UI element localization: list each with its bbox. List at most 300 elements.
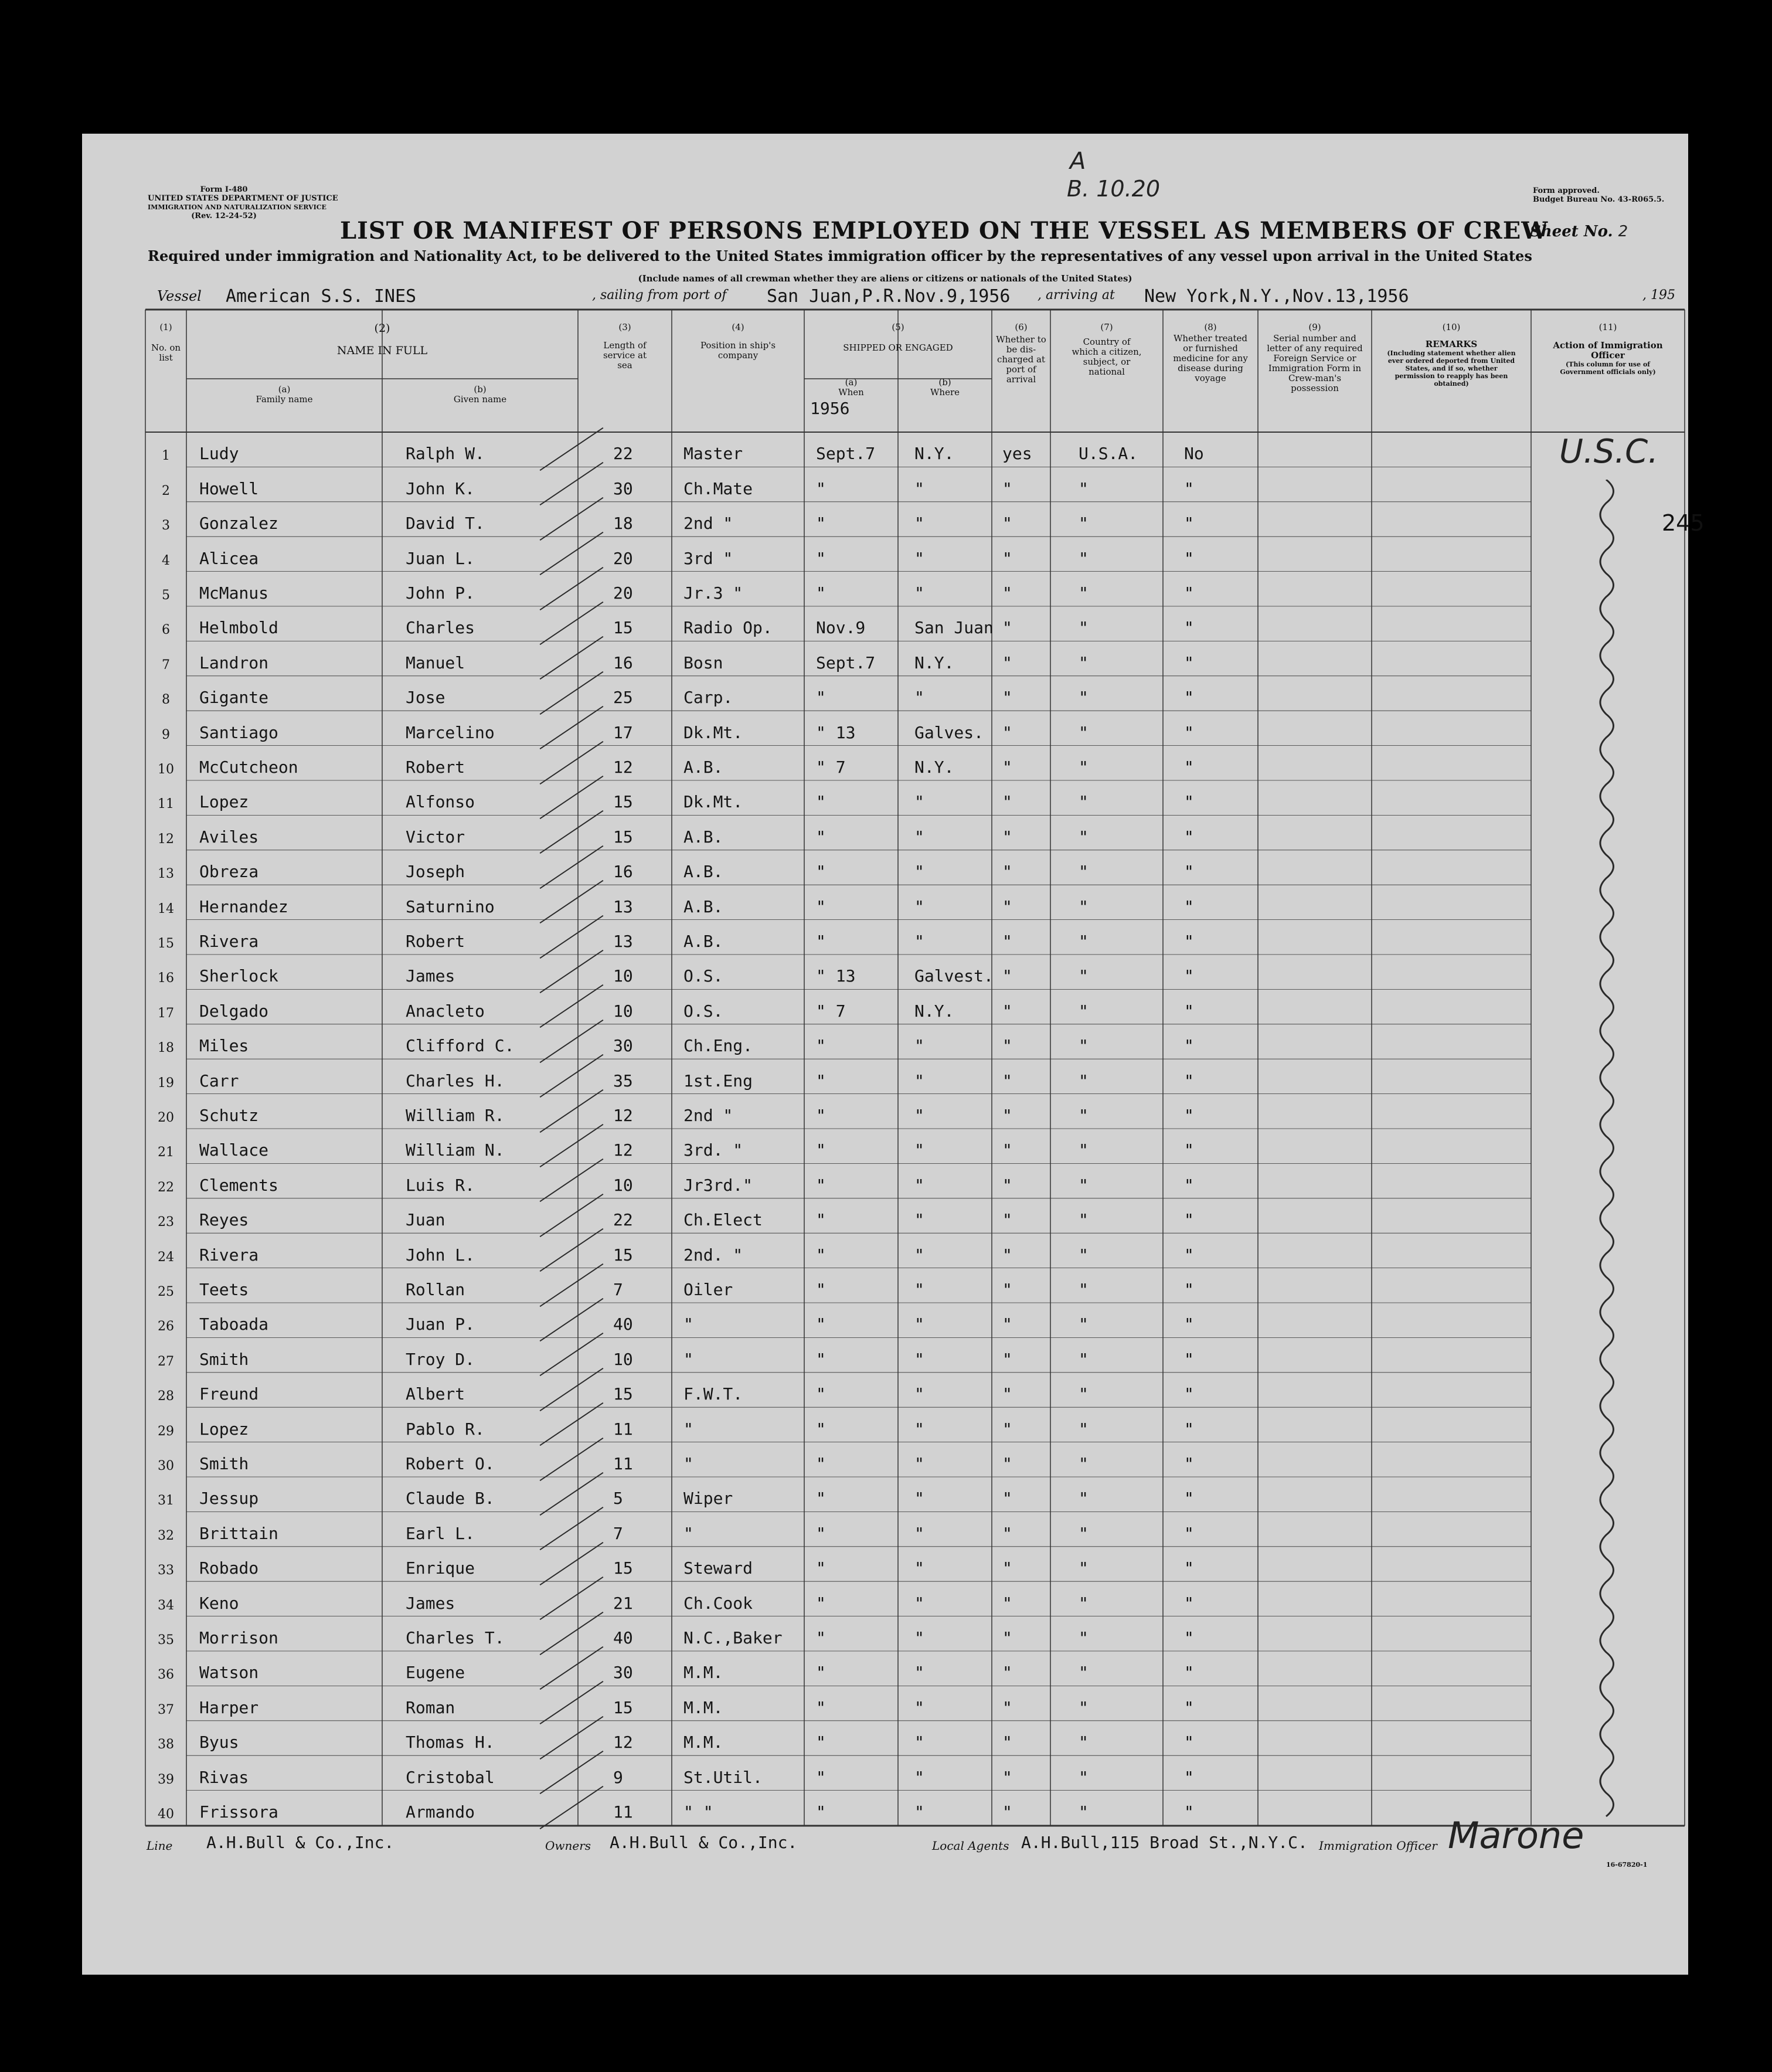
cell-position: St.Util. (683, 1767, 763, 1787)
col-4-title: Position in ship's company (700, 340, 776, 361)
cell-service: 12 (613, 1105, 633, 1125)
cell-family: Helmbold (199, 618, 278, 638)
cell-service: 30 (613, 1663, 633, 1683)
check-mark (540, 1020, 604, 1063)
col-4-number: (4) (732, 322, 744, 332)
cell-discharged: " (1002, 1523, 1012, 1543)
cell-given: Roman (406, 1697, 455, 1717)
cell-medicine: " (1184, 1314, 1194, 1334)
cell-service: 18 (613, 514, 633, 534)
cell-no: 29 (158, 1424, 174, 1439)
cell-service: 5 (613, 1489, 623, 1509)
check-mark (540, 1402, 604, 1446)
cell-when: " (816, 896, 826, 916)
cell-position: Carp. (683, 688, 733, 708)
cell-discharged: " (1002, 931, 1012, 951)
cell-discharged: " (1002, 1140, 1012, 1160)
cell-position: " " (683, 1802, 713, 1822)
cell-no: 10 (158, 762, 174, 777)
check-mark (540, 741, 604, 784)
cell-discharged: " (1002, 618, 1012, 638)
cell-where: " (914, 931, 924, 951)
cell-service: 10 (613, 966, 633, 986)
cell-country: " (1079, 1349, 1089, 1369)
col-9-header (1258, 322, 1372, 393)
col-2-title: NAME IN FULL (336, 344, 428, 357)
cell-given: Robert (406, 931, 465, 951)
cell-medicine: " (1184, 1697, 1194, 1717)
cell-service: 40 (613, 1628, 633, 1648)
col-3-header (578, 322, 672, 371)
cell-discharged: " (1002, 1593, 1012, 1613)
sailing-label: , sailing from port of (592, 288, 727, 303)
cell-discharged: " (1002, 1489, 1012, 1509)
check-mark (540, 462, 604, 505)
cell-position: " (683, 1419, 693, 1439)
cell-given: Charles (406, 618, 475, 638)
cell-discharged: " (1002, 1384, 1012, 1404)
cell-no: 2 (162, 483, 170, 498)
cell-no: 25 (158, 1284, 174, 1299)
cell-position: A.B. (683, 931, 723, 951)
cell-where: " (914, 1384, 924, 1404)
cell-given: Manuel (406, 653, 465, 672)
cell-when: Sept.7 (816, 444, 876, 464)
col-7-number: (7) (1100, 322, 1113, 332)
cell-service: 11 (613, 1419, 633, 1439)
service: IMMIGRATION AND NATURALIZATION SERVICE (148, 203, 326, 211)
cell-service: 12 (613, 757, 633, 777)
cell-position: Ch.Elect (683, 1210, 763, 1230)
sheet-label: Sheet No. (1530, 223, 1613, 240)
cell-no: 27 (158, 1354, 174, 1369)
cell-family: Rivera (199, 931, 259, 951)
cell-no: 37 (158, 1702, 174, 1717)
cell-service: 13 (613, 931, 633, 951)
col-5a-header (804, 378, 898, 398)
cell-when: " (816, 1036, 826, 1056)
cell-where: " (914, 1210, 924, 1230)
agents-label: Local Agents (932, 1839, 1009, 1853)
cell-where: " (914, 1523, 924, 1543)
cell-service: 15 (613, 1384, 633, 1404)
check-mark (540, 1507, 604, 1550)
cell-when: " (816, 1802, 826, 1822)
cell-given: Claude B. (406, 1489, 495, 1509)
cell-no: 17 (158, 1006, 174, 1021)
cell-no: 5 (162, 587, 170, 603)
cell-medicine: " (1184, 1071, 1194, 1091)
check-mark (540, 1646, 604, 1690)
cell-country: " (1079, 583, 1089, 603)
cell-where: " (914, 1453, 924, 1473)
cell-family: Robado (199, 1558, 259, 1578)
cell-when: " (816, 514, 826, 534)
cell-where: " (914, 1663, 924, 1683)
cell-where: " (914, 1245, 924, 1265)
cell-family: Byus (199, 1733, 239, 1752)
cell-position: O.S. (683, 966, 723, 986)
check-mark (540, 1089, 604, 1132)
check-mark (540, 1611, 604, 1655)
cell-country: " (1079, 478, 1089, 498)
col-2b-title: Given name (453, 394, 507, 405)
cell-country: " (1079, 1663, 1089, 1683)
cell-medicine: " (1184, 1140, 1194, 1160)
cell-no: 26 (158, 1319, 174, 1334)
cell-position: 3rd. " (683, 1140, 743, 1160)
cell-country: " (1079, 1453, 1089, 1473)
cell-given: Thomas H. (406, 1733, 495, 1752)
cell-given: Alfonso (406, 792, 475, 812)
cell-country: " (1079, 1175, 1089, 1195)
cell-where: " (914, 1628, 924, 1648)
cell-medicine: " (1184, 478, 1194, 498)
cell-family: Lopez (199, 792, 249, 812)
cell-where: Galvest. (914, 966, 994, 986)
cell-family: Morrison (199, 1628, 278, 1648)
cell-service: 16 (613, 653, 633, 672)
cell-no: 31 (158, 1493, 174, 1509)
check-mark (540, 1263, 604, 1306)
cell-no: 32 (158, 1528, 174, 1543)
line-label: Line (147, 1839, 173, 1853)
cell-given: Eugene (406, 1663, 465, 1683)
cell-when: " (816, 1175, 826, 1195)
cell-discharged: " (1002, 862, 1012, 882)
cell-no: 22 (158, 1180, 174, 1195)
cell-position: " (683, 1453, 693, 1473)
cell-no: 23 (158, 1215, 174, 1230)
cell-medicine: " (1184, 548, 1194, 568)
owners-value: A.H.Bull & Co.,Inc. (610, 1833, 798, 1852)
cell-country: " (1079, 1245, 1089, 1265)
cell-no: 36 (158, 1667, 174, 1683)
check-mark (540, 1542, 604, 1585)
cell-medicine: " (1184, 896, 1194, 916)
subtitle-note: (Include names of all crewman whether they are aliens or citizens or nationals of the United States) (638, 273, 1132, 284)
cell-where: " (914, 1036, 924, 1056)
cell-given: Enrique (406, 1558, 475, 1578)
cell-position: Jr3rd." (683, 1175, 753, 1195)
cell-country: " (1079, 1105, 1089, 1125)
cell-medicine: " (1184, 1489, 1194, 1509)
cell-discharged: " (1002, 1558, 1012, 1578)
cell-no: 12 (158, 831, 174, 847)
cell-when: " (816, 1210, 826, 1230)
cell-where: " (914, 1697, 924, 1717)
cell-service: 12 (613, 1733, 633, 1752)
cell-service: 15 (613, 1697, 633, 1717)
cell-medicine: " (1184, 618, 1194, 638)
check-mark (540, 880, 604, 923)
cell-position: Ch.Eng. (683, 1036, 753, 1056)
cell-where: " (914, 548, 924, 568)
cell-where: " (914, 1071, 924, 1091)
cell-when: " (816, 1523, 826, 1543)
check-mark (540, 1298, 604, 1341)
col-8-header (1163, 322, 1258, 383)
cell-position: Steward (683, 1558, 753, 1578)
cell-service: 21 (613, 1593, 633, 1613)
annotation-b: B. 10.20 (1067, 176, 1161, 202)
cell-service: 7 (613, 1279, 623, 1299)
cell-family: Brittain (199, 1523, 278, 1543)
cell-country: " (1079, 792, 1089, 812)
col-5b-title: Where (930, 387, 960, 398)
col-2a-header (186, 385, 382, 405)
cell-when: " 7 (816, 757, 846, 777)
cell-discharged: " (1002, 1767, 1012, 1787)
cell-service: 25 (613, 688, 633, 708)
cell-given: John L. (406, 1245, 475, 1265)
col-2b-letter: (b) (474, 384, 487, 395)
vessel-label: Vessel (157, 288, 202, 304)
cell-when: " (816, 931, 826, 951)
cell-family: Delgado (199, 1001, 269, 1021)
subtitle: Required under immigration and Nationality Act, to be delivered to the United States immigration officer by the representatives of any vessel upon arrival in the United States (148, 247, 1532, 264)
cell-discharged: " (1002, 1105, 1012, 1125)
cell-medicine: " (1184, 1453, 1194, 1473)
cell-discharged: " (1002, 757, 1012, 777)
cell-country: " (1079, 1558, 1089, 1578)
check-mark (540, 950, 604, 993)
cell-family: Smith (199, 1453, 249, 1473)
cell-family: Alicea (199, 548, 259, 568)
check-mark (540, 776, 604, 819)
cell-when: " (816, 1558, 826, 1578)
cell-when: " (816, 583, 826, 603)
col-10-number: (10) (1442, 322, 1461, 332)
cell-service: 7 (613, 1523, 623, 1543)
print-code: 16-67820-1 (1606, 1861, 1648, 1869)
cell-family: McManus (199, 583, 269, 603)
cell-no: 21 (158, 1145, 174, 1160)
check-mark (540, 1437, 604, 1480)
page-title: LIST OR MANIFEST OF PERSONS EMPLOYED ON THE VESSEL AS MEMBERS OF CREW (340, 217, 1549, 244)
cell-when: " (816, 1245, 826, 1265)
cell-when: " (816, 1733, 826, 1752)
cell-service: 11 (613, 1453, 633, 1473)
col-6-number: (6) (1015, 322, 1028, 332)
cell-family: Frissora (199, 1802, 278, 1822)
cell-medicine: " (1184, 1245, 1194, 1265)
cell-given: James (406, 1593, 455, 1613)
cell-service: 12 (613, 1140, 633, 1160)
cell-given: Victor (406, 827, 465, 847)
cell-family: Taboada (199, 1314, 269, 1334)
cell-country: " (1079, 1733, 1089, 1752)
col-2a-letter: (a) (278, 384, 291, 395)
cell-medicine: " (1184, 1419, 1194, 1439)
check-mark (540, 706, 604, 749)
col-6-header (992, 322, 1050, 385)
cell-country: " (1079, 688, 1089, 708)
cell-medicine: No (1184, 444, 1204, 464)
cell-position: Ch.Cook (683, 1593, 753, 1613)
cell-given: Saturnino (406, 896, 495, 916)
sheet-value: 2 (1618, 223, 1628, 240)
col-5b-header (898, 378, 992, 398)
cell-family: Obreza (199, 862, 259, 882)
cell-given: Clifford C. (406, 1036, 515, 1056)
check-mark (540, 636, 604, 680)
check-mark (540, 915, 604, 958)
cell-no: 20 (158, 1110, 174, 1125)
cell-family: Rivas (199, 1767, 249, 1787)
cell-when: " (816, 1349, 826, 1369)
cell-medicine: " (1184, 1802, 1194, 1822)
ditto-squiggle (1594, 480, 1630, 1828)
cell-service: 11 (613, 1802, 633, 1822)
approved-text: Form approved. (1533, 186, 1600, 195)
col-1-number: (1) (159, 322, 172, 332)
col-10-title: REMARKS (1425, 339, 1478, 349)
cell-no: 34 (158, 1598, 174, 1613)
cell-position: Oiler (683, 1279, 733, 1299)
cell-given: John P. (406, 583, 475, 603)
cell-where: N.Y. (914, 757, 954, 777)
check-mark (540, 1577, 604, 1620)
cell-medicine: " (1184, 862, 1194, 882)
cell-medicine: " (1184, 1349, 1194, 1369)
cell-when: " (816, 478, 826, 498)
cell-country: " (1079, 1802, 1089, 1822)
check-mark (540, 602, 604, 645)
cell-position: 2nd " (683, 1105, 733, 1125)
cell-country: U.S.A. (1079, 444, 1138, 464)
cell-where: " (914, 1593, 924, 1613)
cell-family: Gonzalez (199, 514, 278, 534)
cell-given: Juan P. (406, 1314, 475, 1334)
cell-service: 13 (613, 896, 633, 916)
cell-given: Marcelino (406, 722, 495, 742)
cell-medicine: " (1184, 1628, 1194, 1648)
cell-discharged: " (1002, 1349, 1012, 1369)
cell-country: " (1079, 1210, 1089, 1230)
margin-number: 245 (1662, 510, 1705, 536)
col-3-title: Length of service at sea (603, 340, 647, 371)
cell-discharged: " (1002, 1733, 1012, 1752)
cell-no: 7 (162, 657, 170, 672)
col-5a-letter: (a) (845, 377, 858, 388)
cell-no: 16 (158, 971, 174, 986)
col-11-header (1531, 322, 1685, 376)
cell-country: " (1079, 1593, 1089, 1613)
cell-medicine: " (1184, 1279, 1194, 1299)
cell-where: " (914, 792, 924, 812)
col-1-header (145, 322, 186, 363)
cell-position: 2nd. " (683, 1245, 743, 1265)
cell-when: " (816, 688, 826, 708)
cell-where: " (914, 688, 924, 708)
cell-discharged: " (1002, 1697, 1012, 1717)
cell-where: " (914, 1419, 924, 1439)
cell-family: Ludy (199, 444, 239, 464)
col-3-number: (3) (618, 322, 631, 332)
cell-where: " (914, 1349, 924, 1369)
cell-given: William N. (406, 1140, 505, 1160)
cell-when: " (816, 1384, 826, 1404)
revision: (Rev. 12-24-52) (191, 212, 257, 220)
cell-where: Galves. (914, 722, 984, 742)
col-5-title: SHIPPED OR ENGAGED (843, 342, 953, 353)
check-marks (82, 432, 1688, 1825)
cell-country: " (1079, 1314, 1089, 1334)
cell-no: 30 (158, 1458, 174, 1473)
cell-service: 10 (613, 1175, 633, 1195)
cell-when: " (816, 1071, 826, 1091)
cell-where: " (914, 1802, 924, 1822)
cell-medicine: " (1184, 1210, 1194, 1230)
cell-given: Anacleto (406, 1001, 485, 1021)
cell-discharged: " (1002, 583, 1012, 603)
cell-position: M.M. (683, 1733, 723, 1752)
cell-family: Reyes (199, 1210, 249, 1230)
cell-family: Hernandez (199, 896, 288, 916)
cell-where: " (914, 1733, 924, 1752)
cell-no: 19 (158, 1075, 174, 1091)
cell-country: " (1079, 1523, 1089, 1543)
cell-no: 1 (162, 449, 170, 464)
cell-given: Earl L. (406, 1523, 475, 1543)
cell-discharged: " (1002, 792, 1012, 812)
agents-value: A.H.Bull,115 Broad St.,N.Y.C. (1021, 1833, 1308, 1852)
cell-discharged: " (1002, 688, 1012, 708)
cell-when: " (816, 1767, 826, 1787)
cell-when: " (816, 1140, 826, 1160)
col-4-header (672, 322, 804, 361)
cell-country: " (1079, 514, 1089, 534)
col-2-header (186, 322, 578, 356)
cell-where: " (914, 514, 924, 534)
owners-label: Owners (545, 1839, 591, 1853)
cell-position: Master (683, 444, 743, 464)
check-mark (540, 1124, 604, 1167)
cell-given: Troy D. (406, 1349, 475, 1369)
cell-medicine: " (1184, 931, 1194, 951)
check-mark (540, 532, 604, 575)
vessel-name: American S.S. INES (226, 286, 417, 307)
cell-service: 30 (613, 1036, 633, 1056)
cell-service: 10 (613, 1349, 633, 1369)
cell-when: " 13 (816, 722, 856, 742)
cell-when: " 7 (816, 1001, 846, 1021)
cell-where: " (914, 1489, 924, 1509)
cell-position: " (683, 1523, 693, 1543)
cell-position: M.M. (683, 1697, 723, 1717)
cell-where: N.Y. (914, 1001, 954, 1021)
cell-where: San Juan (914, 618, 994, 638)
check-mark (540, 1785, 604, 1829)
cell-service: 15 (613, 618, 633, 638)
cell-when: " (816, 1628, 826, 1648)
cell-discharged: " (1002, 1175, 1012, 1195)
cell-discharged: " (1002, 722, 1012, 742)
cell-where: " (914, 1558, 924, 1578)
cell-country: " (1079, 862, 1089, 882)
cell-position: Jr.3 " (683, 583, 743, 603)
cell-family: Teets (199, 1279, 249, 1299)
cell-family: Freund (199, 1384, 259, 1404)
line-value: A.H.Bull & Co.,Inc. (206, 1833, 394, 1852)
cell-medicine: " (1184, 1593, 1194, 1613)
cell-no: 28 (158, 1389, 174, 1404)
cell-country: " (1079, 1384, 1089, 1404)
cell-position: 3rd " (683, 548, 733, 568)
cell-country: " (1079, 1071, 1089, 1091)
cell-position: A.B. (683, 896, 723, 916)
